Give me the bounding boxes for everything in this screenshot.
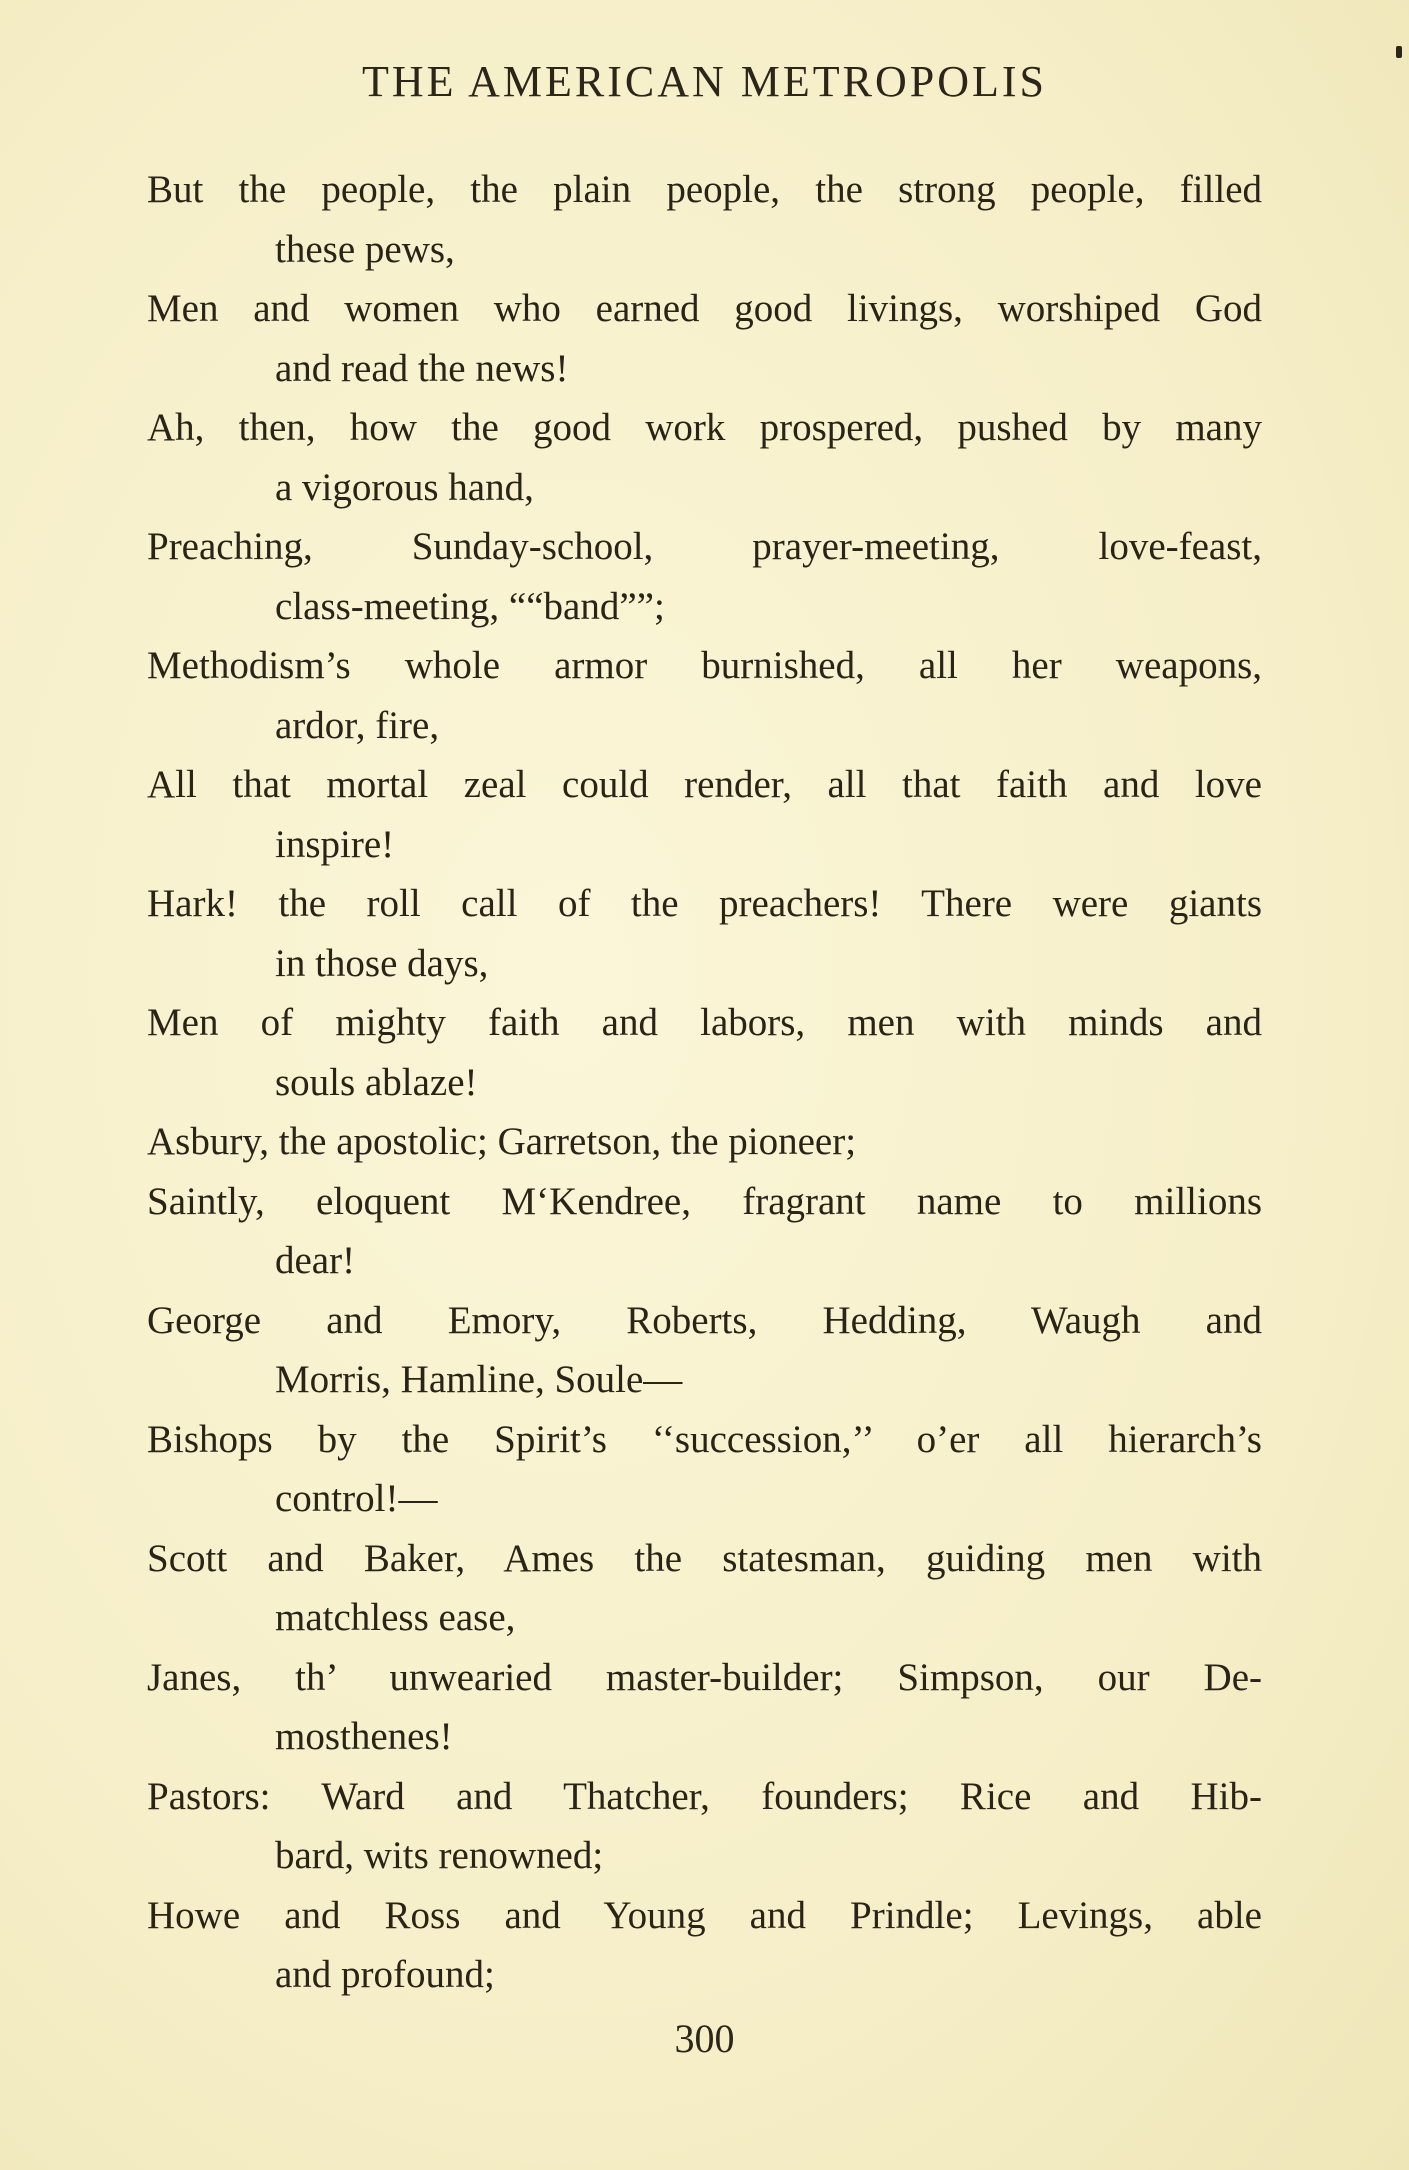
poem-body: [147, 160, 1262, 2005]
verse-continuation: and read the news!: [275, 346, 569, 390]
verse-continuation: and profound;: [275, 1953, 495, 1996]
verse-line: [147, 1410, 1262, 1529]
verse-continuation: class-meeting, ““band””;: [275, 584, 665, 628]
verse-line: [147, 993, 1262, 1112]
verse-first-line: But the people, the plain people, the strong people, filled: [147, 168, 1262, 211]
verse-first-line: Asbury, the apostolic; Garretson, the pioneer;: [147, 1120, 857, 1163]
verse-continuation: inspire!: [275, 822, 395, 866]
verse-first-line: Ah, then, how the good work prospered, pushed by many: [147, 406, 1262, 449]
verse-continuation: dear!: [275, 1239, 356, 1282]
verse-first-line: Scott and Baker, Ames the statesman, guiding men with: [147, 1536, 1262, 1580]
verse-line: [147, 1291, 1262, 1410]
verse-first-line: Janes, th’ unwearied master-builder; Simpson, our De-: [147, 1655, 1262, 1699]
verse-continuation: mosthenes!: [275, 1715, 453, 1758]
verse-line: [147, 1886, 1262, 2005]
verse-first-line: Bishops by the Spirit’s ‘‘succession,’’ o’er all hierarch’s: [147, 1417, 1262, 1461]
verse-first-line: George and Emory, Roberts, Hedding, Waugh and: [147, 1298, 1262, 1342]
verse-first-line: Men of mighty faith and labors, men with minds and: [147, 1001, 1262, 1044]
verse-line: [147, 1172, 1262, 1291]
verse-line: [147, 755, 1262, 874]
verse-first-line: Men and women who earned good livings, worshiped God: [147, 287, 1262, 330]
verse-first-line: Preaching, Sunday-school, prayer-meeting, love-feast,: [147, 525, 1262, 568]
verse-continuation: a vigorous hand,: [275, 465, 534, 509]
running-head: THE AMERICAN METROPOLIS: [361, 57, 1048, 106]
verse-continuation: bard, wits renowned;: [275, 1834, 604, 1877]
verse-line: [147, 636, 1262, 755]
verse-line: [147, 1112, 1262, 1172]
verse-line: [147, 160, 1262, 279]
verse-continuation: souls ablaze!: [275, 1060, 478, 1104]
verse-line: [147, 279, 1262, 398]
verse-line: [147, 1529, 1262, 1648]
verse-line: [147, 1767, 1262, 1886]
verse-line: [147, 1648, 1262, 1767]
verse-continuation: matchless ease,: [275, 1596, 516, 1639]
verse-line: [147, 874, 1262, 993]
verse-first-line: Saintly, eloquent M‘Kendree, fragrant name to millions: [147, 1179, 1262, 1223]
page-number: 300: [674, 2016, 735, 2061]
verse-line: [147, 517, 1262, 636]
verse-first-line: Howe and Ross and Young and Prindle; Levings, able: [147, 1893, 1262, 1937]
verse-continuation: in those days,: [275, 941, 489, 985]
verse-line: [147, 398, 1262, 517]
verse-first-line: Methodism’s whole armor burnished, all her weapons,: [147, 644, 1262, 687]
verse-continuation: these pews,: [275, 227, 455, 271]
verse-first-line: All that mortal zeal could render, all that faith and love: [147, 763, 1262, 806]
verse-continuation: ardor, fire,: [275, 703, 440, 747]
verse-continuation: control!—: [275, 1477, 438, 1520]
verse-first-line: Pastors: Ward and Thatcher, founders; Rice and Hib-: [147, 1774, 1262, 1818]
verse-continuation: Morris, Hamline, Soule—: [275, 1358, 683, 1401]
verse-first-line: Hark! the roll call of the preachers! There were giants: [147, 882, 1262, 925]
